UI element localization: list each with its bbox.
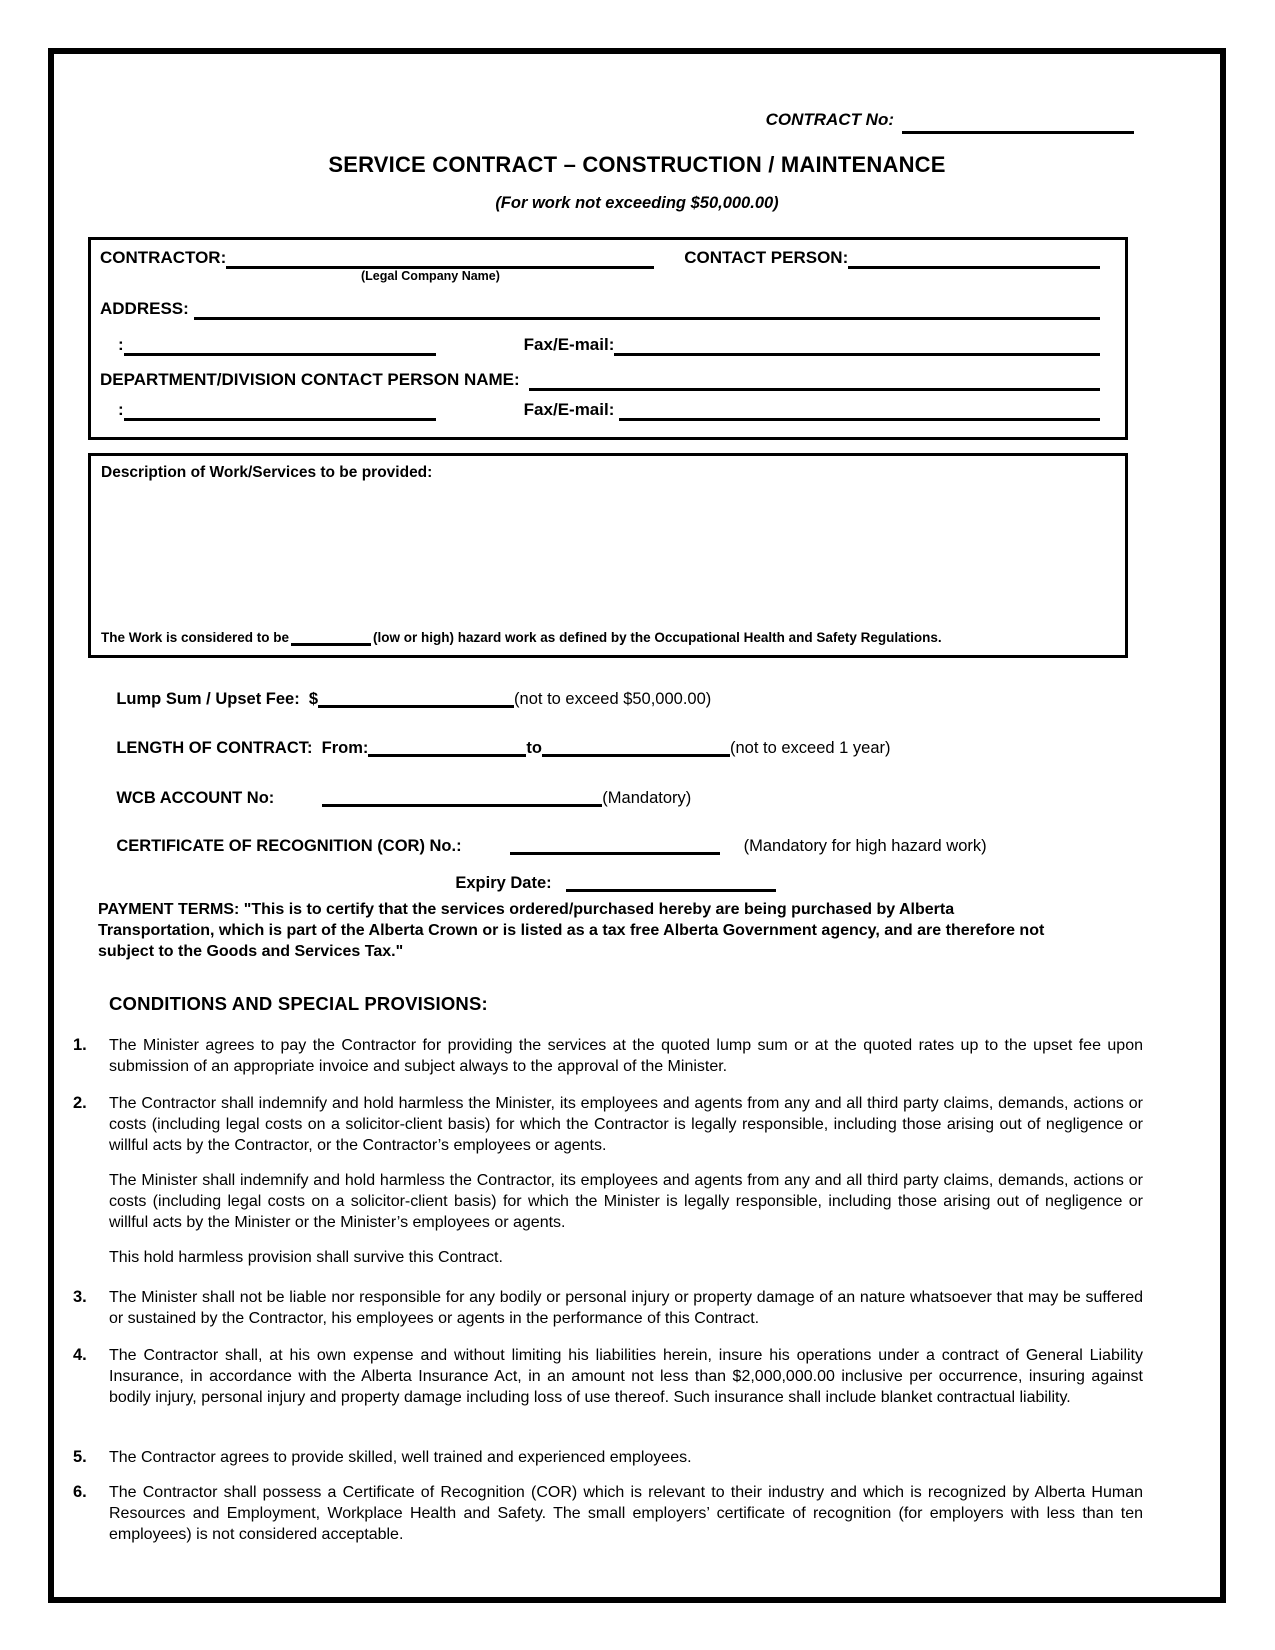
to-date-blank[interactable] [542, 739, 730, 757]
condition-number: 5. [73, 1448, 87, 1466]
condition-text: The Contractor shall, at his own expense and without limiting his liabilities herein, insure his operations under a contract of General Liability Insurance, in accordance with the Alberta Insurance Act, in an amount not less than $2,000,000.00 inclusive per occurrence, insuring against bodily injury, personal injury and property damage including loss of use thereof. Such insurance shall include blanket contractual liability. [109, 1347, 1143, 1406]
contract-length-row [98, 720, 1180, 777]
contract-no-label: CONTRACT No: [765, 110, 894, 129]
conditions-heading: CONDITIONS AND SPECIAL PROVISIONS: [109, 993, 488, 1014]
condition-number: 2. [73, 1094, 87, 1112]
contract-no-row [54, 110, 1134, 130]
fax-email-blank-2[interactable] [619, 418, 1100, 421]
fax-email-blank[interactable] [614, 353, 1100, 356]
address-blank[interactable] [194, 317, 1100, 320]
condition-item-4 [73, 1345, 1143, 1408]
fax-email-label: Fax/E-mail: [523, 335, 615, 354]
condition-item-5 [73, 1447, 1143, 1468]
wcb-account-blank[interactable] [322, 789, 602, 807]
condition-number: 6. [73, 1483, 87, 1501]
department-row [91, 369, 1125, 391]
contract-no-blank[interactable] [902, 131, 1134, 134]
length-to-label: to [526, 739, 542, 757]
page-title: SERVICE CONTRACT – CONSTRUCTION / MAINTENANCE [328, 152, 946, 177]
phone-label: : [118, 335, 124, 354]
page-subtitle: (For work not exceeding $50,000.00) [495, 194, 779, 212]
wcb-note: (Mandatory) [602, 789, 692, 807]
phone-blank[interactable] [124, 353, 436, 356]
hazard-blank[interactable] [291, 628, 371, 646]
length-note: (not to exceed 1 year) [729, 739, 891, 757]
department-label: DEPARTMENT/DIVISION CONTACT PERSON NAME: [100, 370, 530, 389]
condition-item-3 [73, 1287, 1143, 1329]
expiry-label: Expiry Date: [455, 874, 552, 892]
from-date-blank[interactable] [368, 739, 526, 757]
phone-fax-row [91, 334, 1125, 356]
condition-text: The Minister agrees to pay the Contractor for providing the services at the quoted lump sum or at the quoted rates up to the upset fee upon submission of an appropriate invoice and subject always to the approval of the Minister. [109, 1037, 1143, 1075]
description-blank-area[interactable] [95, 496, 1121, 613]
hazard-suffix: (low or high) hazard work as defined by the Occupational Health and Safety Regulations. [373, 630, 942, 645]
description-title: Description of Work/Services to be provided: [101, 464, 433, 481]
condition-number: 1. [73, 1036, 87, 1054]
phone-label-2: : [118, 400, 124, 419]
address-label: ADDRESS: [100, 299, 194, 318]
condition-text: This hold harmless provision shall survive this Contract. [109, 1249, 503, 1266]
contractor-label: CONTRACTOR: [100, 248, 227, 267]
contractor-info-box [88, 237, 1128, 440]
lump-sum-label: Lump Sum / Upset Fee: $ [116, 690, 319, 708]
condition-text: The Contractor shall indemnify and hold harmless the Minister, its employees and agents from any and all third party claims, demands, actions or costs (including legal costs on a solicitor-client basis) for which the Contractor is legally responsible, including those arising out of negligence or willful acts by the Contractor, or the Contractor’s employees or agents. [109, 1095, 1143, 1154]
phone-blank-2[interactable] [124, 418, 436, 421]
length-label: LENGTH OF CONTRACT: From: [116, 739, 369, 757]
page-frame [48, 48, 1226, 1603]
condition-item-6 [73, 1482, 1143, 1545]
cor-number-blank[interactable] [510, 837, 720, 855]
condition-text: The Minister shall not be liable nor responsible for any bodily or personal injury or property damage of an nature whatsoever that may be suffered or sustained by the Contractor, his employees or agents in the performance of this Contract. [109, 1289, 1143, 1327]
contractor-row [91, 247, 1125, 269]
cor-note: (Mandatory for high hazard work) [743, 837, 987, 855]
address-row [91, 298, 1125, 320]
hazard-line [101, 628, 1117, 646]
condition-item-1 [73, 1035, 1143, 1077]
wcb-label: WCB ACCOUNT No: [116, 789, 275, 807]
contact-person-label: CONTACT PERSON: [684, 248, 849, 267]
payment-terms: PAYMENT TERMS: "This is to certify that the services ordered/purchased hereby are being purchased by Alberta Transportation, which is part of the Alberta Crown or is listed as a tax free Alberta Government agency, and are therefore not subject to the Goods and Services Tax." [98, 901, 1045, 960]
phone-fax-row-2 [91, 399, 1125, 421]
cor-label: CERTIFICATE OF RECOGNITION (COR) No.: [116, 837, 462, 855]
condition-text: The Minister shall indemnify and hold harmless the Contractor, its employees and agents from any and all third party claims, demands, actions or costs (including legal costs on a solicitor-client basis) for which the Minister is legally responsible, including those arising out of negligence or willful acts by the Minister or the Minister’s employees or agents. [109, 1172, 1143, 1231]
condition-text: The Contractor shall possess a Certificate of Recognition (COR) which is relevant to their industry and which is recognized by Alberta Human Resources and Employment, Workplace Health and Safety. The small employers’ certificate of recognition (for employers with less than ten employees) is not considered acceptable. [109, 1484, 1143, 1543]
condition-item-2 [73, 1093, 1143, 1268]
fax-email-label-2: Fax/E-mail: [523, 400, 620, 419]
condition-text: The Contractor agrees to provide skilled, well trained and experienced employees. [109, 1449, 692, 1466]
legal-company-note: (Legal Company Name) [361, 269, 500, 283]
lump-sum-note: (not to exceed $50,000.00) [514, 690, 712, 708]
contact-person-blank[interactable] [848, 266, 1100, 269]
department-name-blank[interactable] [529, 388, 1100, 391]
description-box [88, 453, 1128, 658]
condition-number: 4. [73, 1346, 87, 1364]
lump-sum-blank[interactable] [318, 690, 514, 708]
hazard-prefix: The Work is considered to be [101, 630, 290, 645]
condition-number: 3. [73, 1288, 87, 1306]
expiry-date-blank[interactable] [566, 874, 776, 892]
